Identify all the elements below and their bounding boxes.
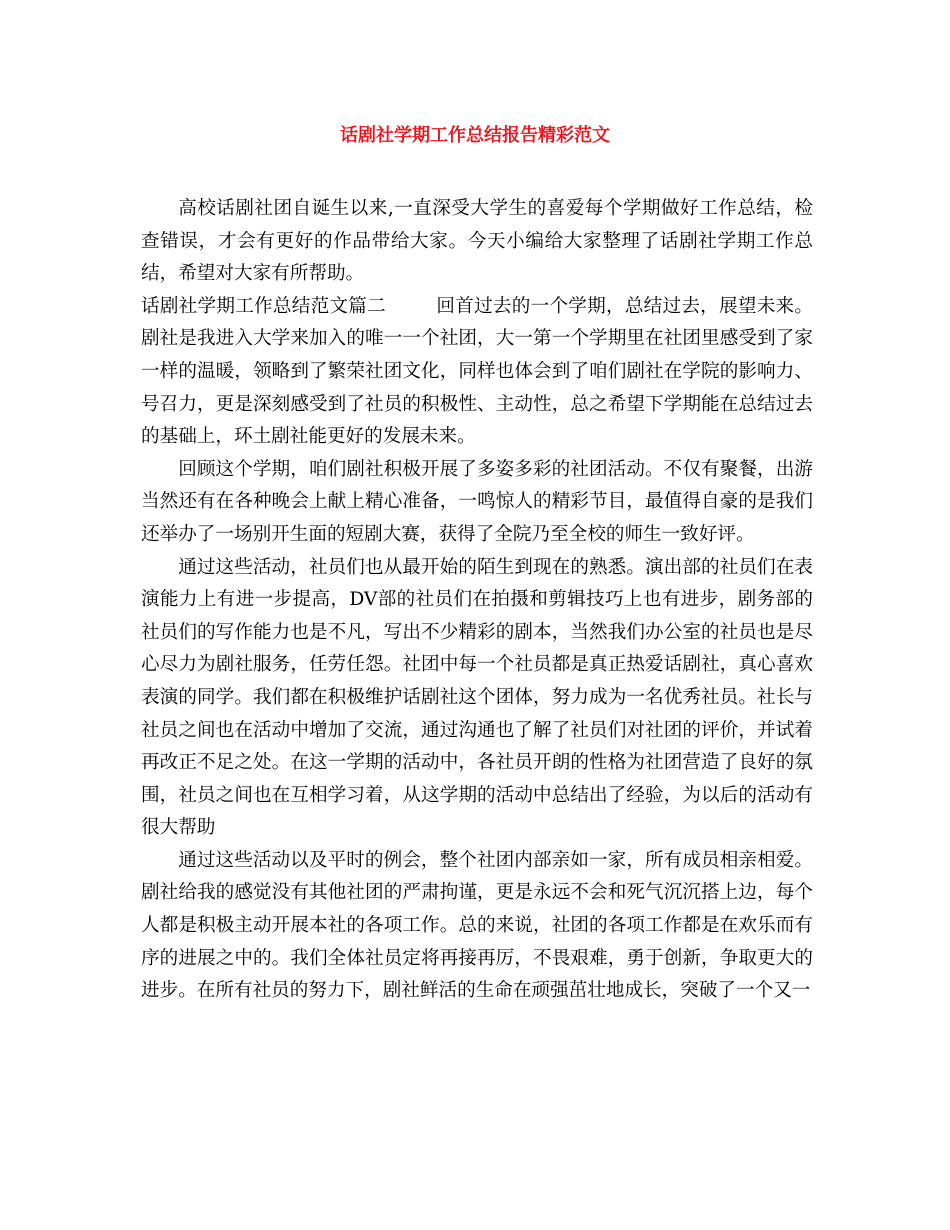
document-body (141, 193, 813, 1008)
activities-paragraph: 回顾这个学期，咱们剧社积极开展了多姿多彩的社团活动。不仅有聚餐，出游当然还有在各种晚会上献上精心准备，一鸣惊人的精彩节目，最值得自豪的是我们还举办了一场别开生面的短剧大赛，获得了全院乃至全校的师生一致好评。 (141, 458, 813, 545)
section-paragraph (141, 291, 813, 454)
document-title: 话剧社学期工作总结报告精彩范文 (340, 125, 610, 146)
members-paragraph: 通过这些活动，社员们也从最开始的陌生到现在的熟悉。演出部的社员们在表演能力上有进一步提高，DV部的社员们在拍摄和剪辑技巧上也有进步，剧务部的社员们的写作能力也是不凡，写出不少精彩的剧本，当然我们办公室的社员也是尽心尽力为剧社服务，任劳任怨。社团中每一个社员都是真正热爱话剧社，真心喜欢表演的同学。我们都在积极维护话剧社这个团体，努力成为一名优秀社员。社长与社员之间也在活动中增加了交流，通过沟通也了解了社员们对社团的评价，并试着再改正不足之处。在这一学期的活动中，各社员开朗的性格为社团营造了良好的氛围，社员之间也在互相学习着，从这学期的活动中总结出了经验，为以后的活动有很大帮助 (141, 556, 813, 839)
section-first-text: 回首过去的一个学期，总结过去，展望未来。剧社是我进入大学来加入的唯一一个社团，大一第一个学期里在社团里感受到了家一样的温暖，领略到了繁荣社团文化，同样也体会到了咱们剧社在学院的影响力、号召力，更是深刻感受到了社员的积极性、主动性，总之希望下学期能在总结过去的基础上，环土剧社能更好的发展未来。 (141, 295, 813, 448)
intro-paragraph: 高校话剧社团自诞生以来,一直深受大学生的喜爱每个学期做好工作总结，检查错误，才会有更好的作品带给大家。今天小编给大家整理了话剧社学期工作总结，希望对大家有所帮助。 (141, 198, 813, 285)
family-paragraph: 通过这些活动以及平时的例会，整个社团内部亲如一家，所有成员相亲相爱。剧社给我的感觉没有其他社团的严肃拘谨，更是永远不会和死气沉沉搭上边，每个人都是积极主动开展本社的各项工作。总的来说，社团的各项工作都是在欢乐而有序的进展之中的。我们全体社员定将再接再厉，不畏艰难，勇于创新，争取更大的进步。在所有社员的努力下，剧社鲜活的生命在顽强茁壮地成长，突破了一个又一 (141, 849, 813, 1002)
section-heading: 话剧社学期工作总结范文篇二 (141, 295, 386, 317)
